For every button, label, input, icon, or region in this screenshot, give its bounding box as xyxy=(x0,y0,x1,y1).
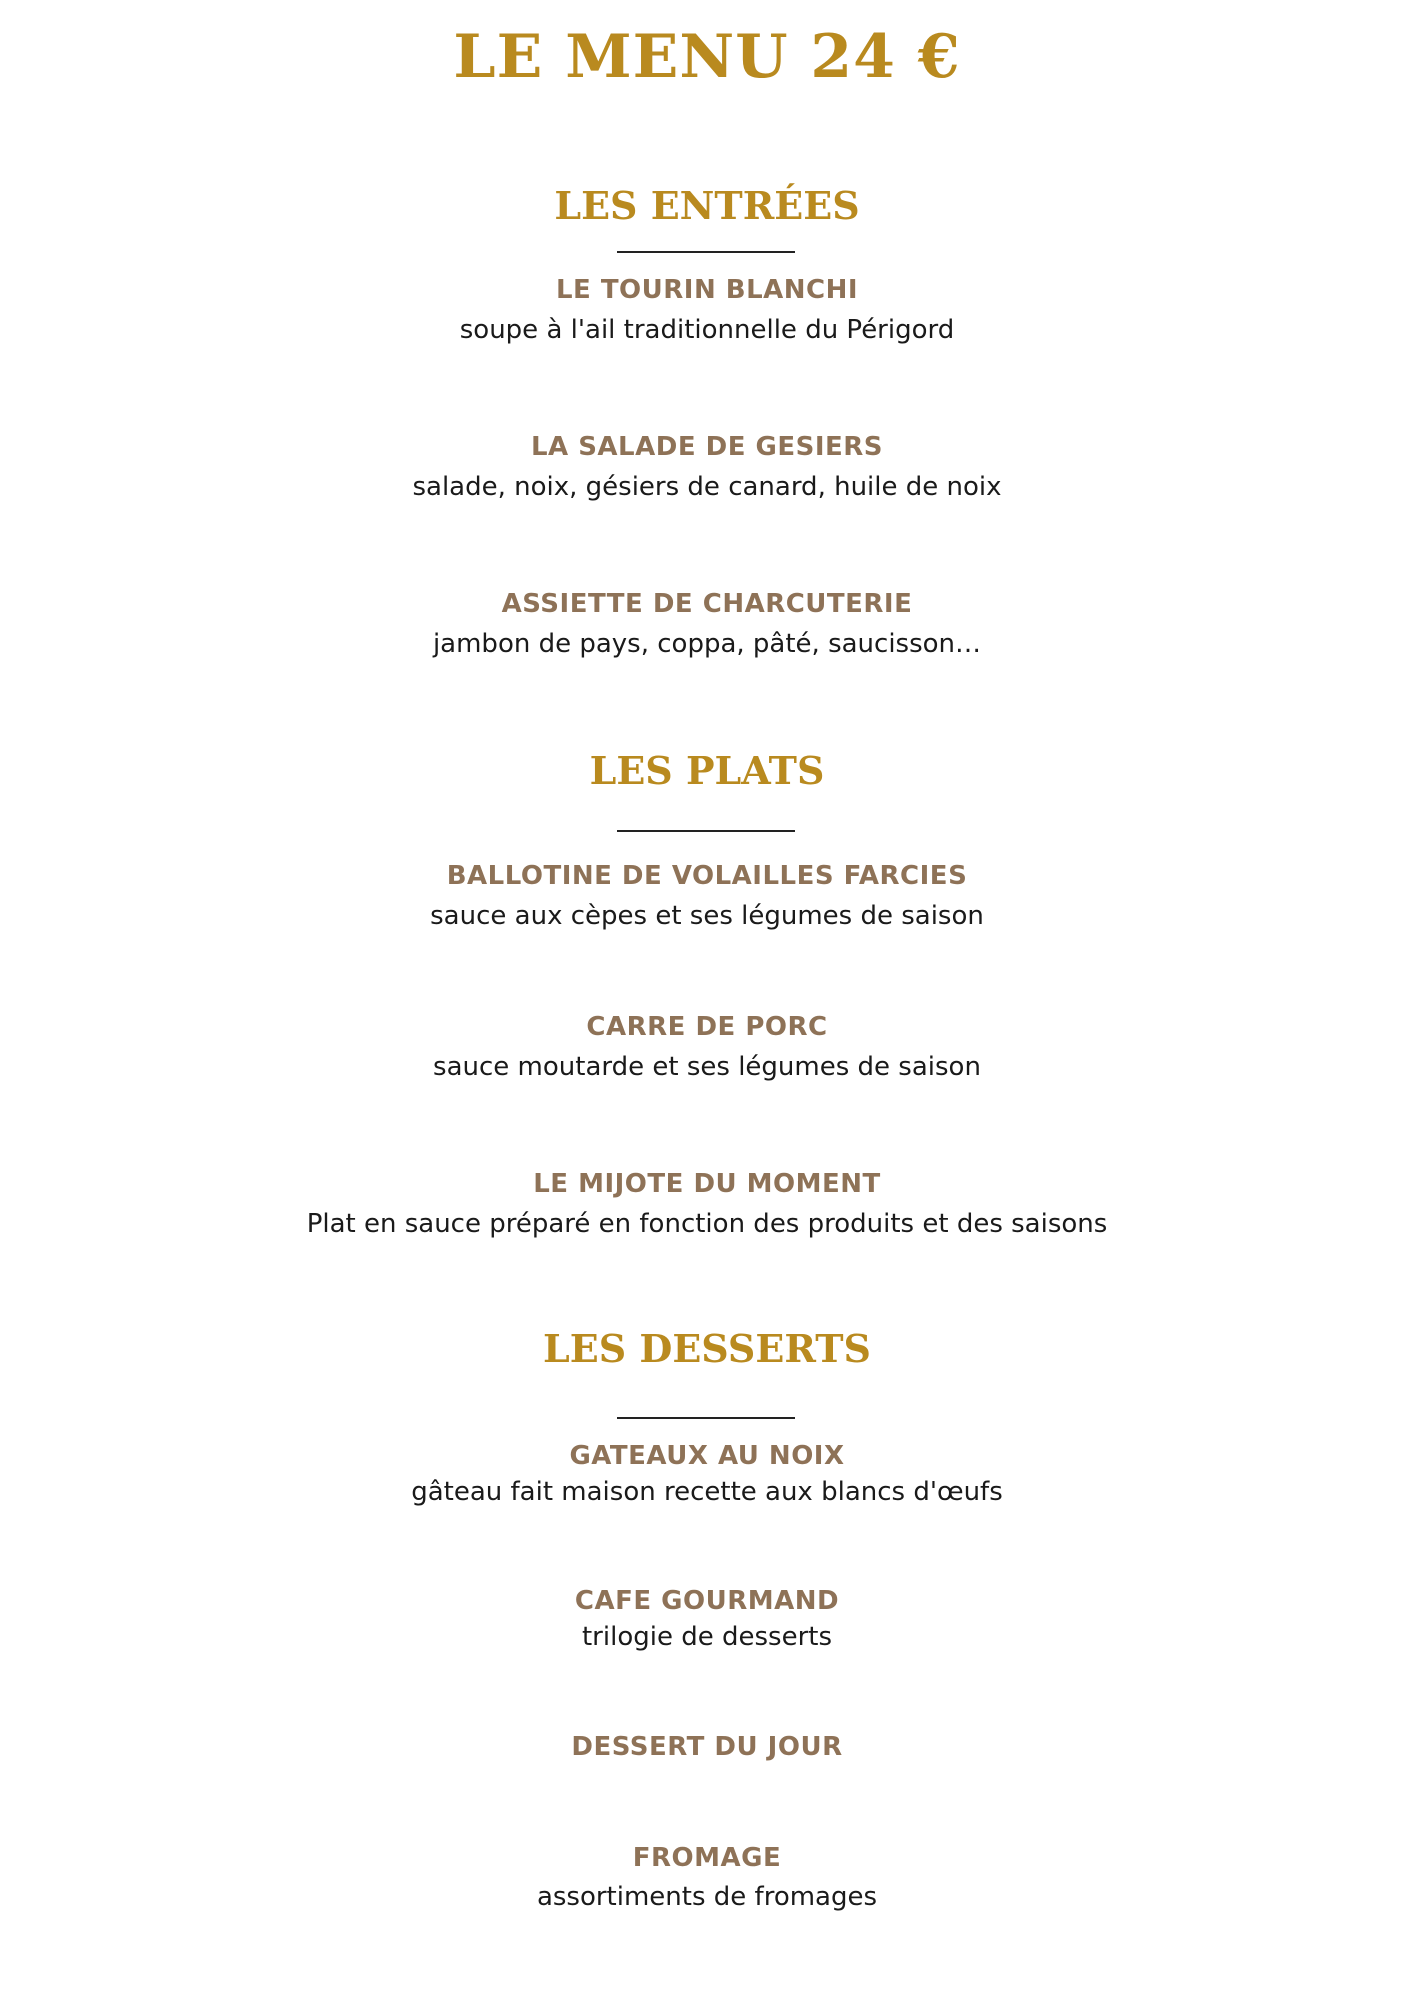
section-title-entrees: LES ENTRÉES xyxy=(554,183,860,228)
dish-name-assiette-charcuterie: ASSIETTE DE CHARCUTERIE xyxy=(501,589,913,619)
dish-description-salade-gesiers: salade, noix, gésiers de canard, huile de noix xyxy=(412,472,1002,502)
dish-name-mijote: LE MIJOTE DU MOMENT xyxy=(533,1169,881,1199)
dish-description-gateaux-noix: gâteau fait maison recette aux blancs d'œufs xyxy=(411,1477,1003,1507)
dish-description-ballotine: sauce aux cèpes et ses légumes de saison xyxy=(430,901,984,931)
dish-name-cafe-gourmand: CAFE GOURMAND xyxy=(574,1586,840,1616)
dish-name-tourin-blanchi: LE TOURIN BLANCHI xyxy=(555,275,859,305)
section-divider xyxy=(617,830,795,832)
dish-description-mijote: Plat en sauce préparé en fonction des produits et des saisons xyxy=(306,1209,1108,1239)
section-title-plats: LES PLATS xyxy=(589,748,825,793)
dish-description-fromage: assortiments de fromages xyxy=(536,1882,878,1912)
dish-description-carre-porc: sauce moutarde et ses légumes de saison xyxy=(433,1052,981,1082)
dish-description-tourin-blanchi: soupe à l'ail traditionnelle du Périgord xyxy=(459,315,955,345)
section-divider xyxy=(617,251,795,253)
dish-name-dessert-du-jour: DESSERT DU JOUR xyxy=(571,1732,843,1762)
menu-title: LE MENU 24 € xyxy=(453,22,961,92)
section-divider xyxy=(617,1417,795,1419)
dish-description-assiette-charcuterie: jambon de pays, coppa, pâté, saucisson… xyxy=(432,629,982,659)
dish-description-cafe-gourmand: trilogie de desserts xyxy=(581,1622,832,1652)
section-title-desserts: LES DESSERTS xyxy=(543,1326,871,1371)
dish-name-carre-porc: CARRE DE PORC xyxy=(586,1012,828,1042)
dish-name-ballotine: BALLOTINE DE VOLAILLES FARCIES xyxy=(446,861,968,891)
dish-name-gateaux-noix: GATEAUX AU NOIX xyxy=(569,1441,845,1471)
dish-name-fromage: FROMAGE xyxy=(632,1843,782,1873)
dish-name-salade-gesiers: LA SALADE DE GESIERS xyxy=(530,432,884,462)
